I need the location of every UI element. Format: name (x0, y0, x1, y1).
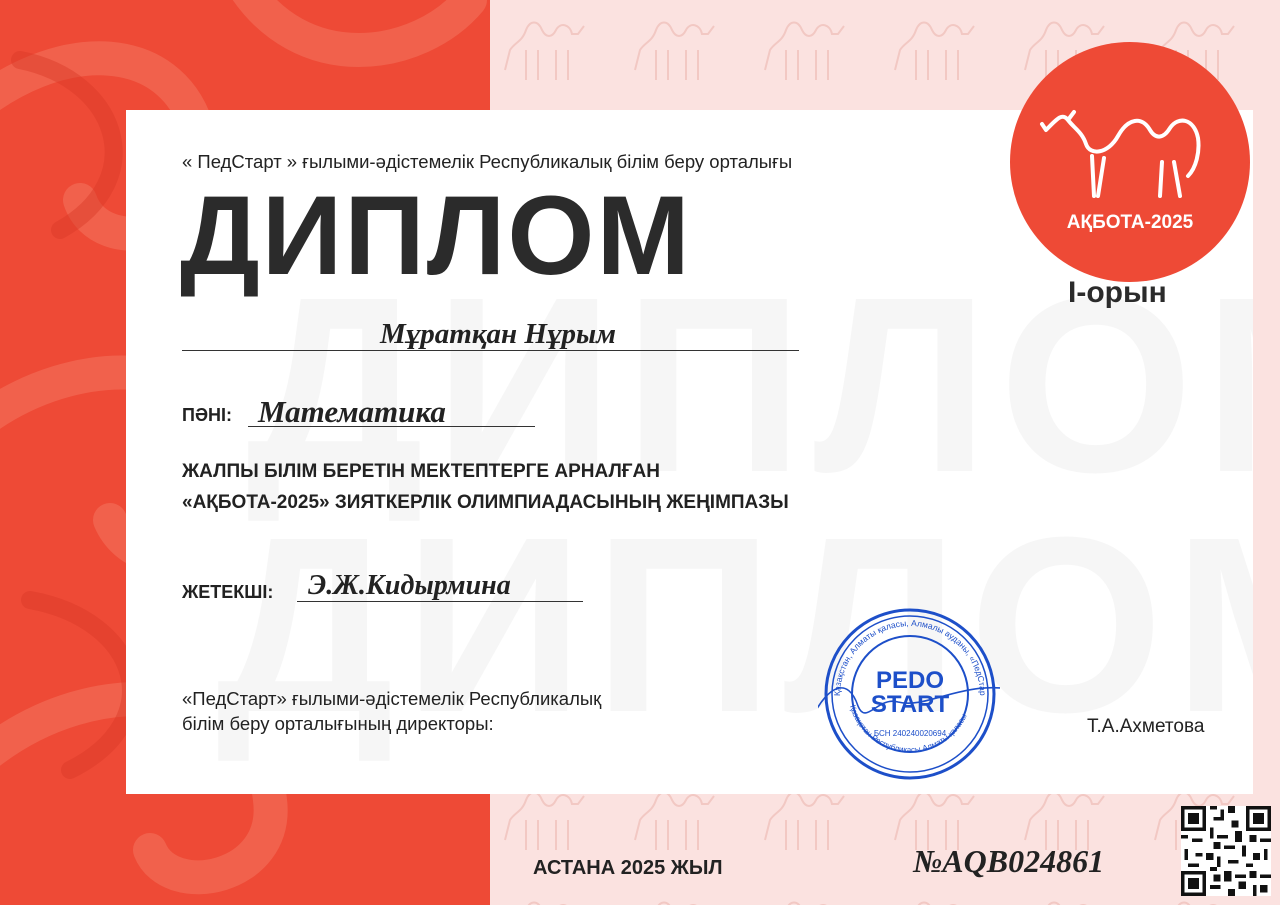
leader-value: Э.Ж.Кидырмина (308, 570, 511, 601)
leader-underline (297, 601, 583, 602)
qr-code-icon (1181, 806, 1271, 896)
director-line-1: «ПедСтарт» ғылыми-әдістемелік Республикалық (182, 688, 602, 709)
director-line-2: білім беру орталығының директоры: (182, 713, 494, 734)
diploma-title: ДИПЛОМ (180, 173, 692, 298)
certificate-number: №AQB024861 (913, 843, 1105, 879)
subject-label: ПӘНІ: (182, 405, 233, 425)
description-line-2: «АҚБОТА-2025» ЗИЯТКЕРЛІК ОЛИМПИАДАСЫНЫҢ ЖЕҢІМПАЗЫ (182, 492, 789, 513)
official-stamp (818, 606, 1000, 781)
stamp-ring-text: Қазақстан, Алматы қаласы, Алмалы ауданы, «ПедСтар (831, 617, 989, 697)
place-text: I-орын (1068, 276, 1167, 309)
name-underline (182, 350, 799, 351)
stamp-logo-line-2: START (870, 691, 950, 718)
description-line-1: ЖАЛПЫ БІЛІМ БЕРЕТІН МЕКТЕПТЕРГЕ АРНАЛҒАН (182, 461, 660, 482)
subject-underline (248, 426, 535, 427)
subject-value: Математика (258, 394, 446, 429)
city-year: АСТАНА 2025 ЖЫЛ (533, 857, 723, 879)
stamp-bin: БСН 240240020694 (873, 729, 947, 738)
camel-icon (1038, 72, 1213, 202)
badge-label: АҚБОТА-2025 (1066, 212, 1194, 233)
stamp-logo-line-1: PEDO (875, 667, 945, 694)
director-name: Т.А.Ахметова (1087, 716, 1205, 737)
olympiad-badge (1010, 42, 1250, 282)
stamp-ring-bottom: Қазақстан Республикасы Алматы қаласы (848, 703, 969, 755)
leader-label: ЖЕТЕКШІ: (182, 582, 274, 602)
recipient-name: Мұратқан Нұрым (380, 318, 616, 350)
organization-header: « ПедСтарт » ғылыми-әдістемелік Республикалық білім беру орталығы (182, 151, 793, 172)
